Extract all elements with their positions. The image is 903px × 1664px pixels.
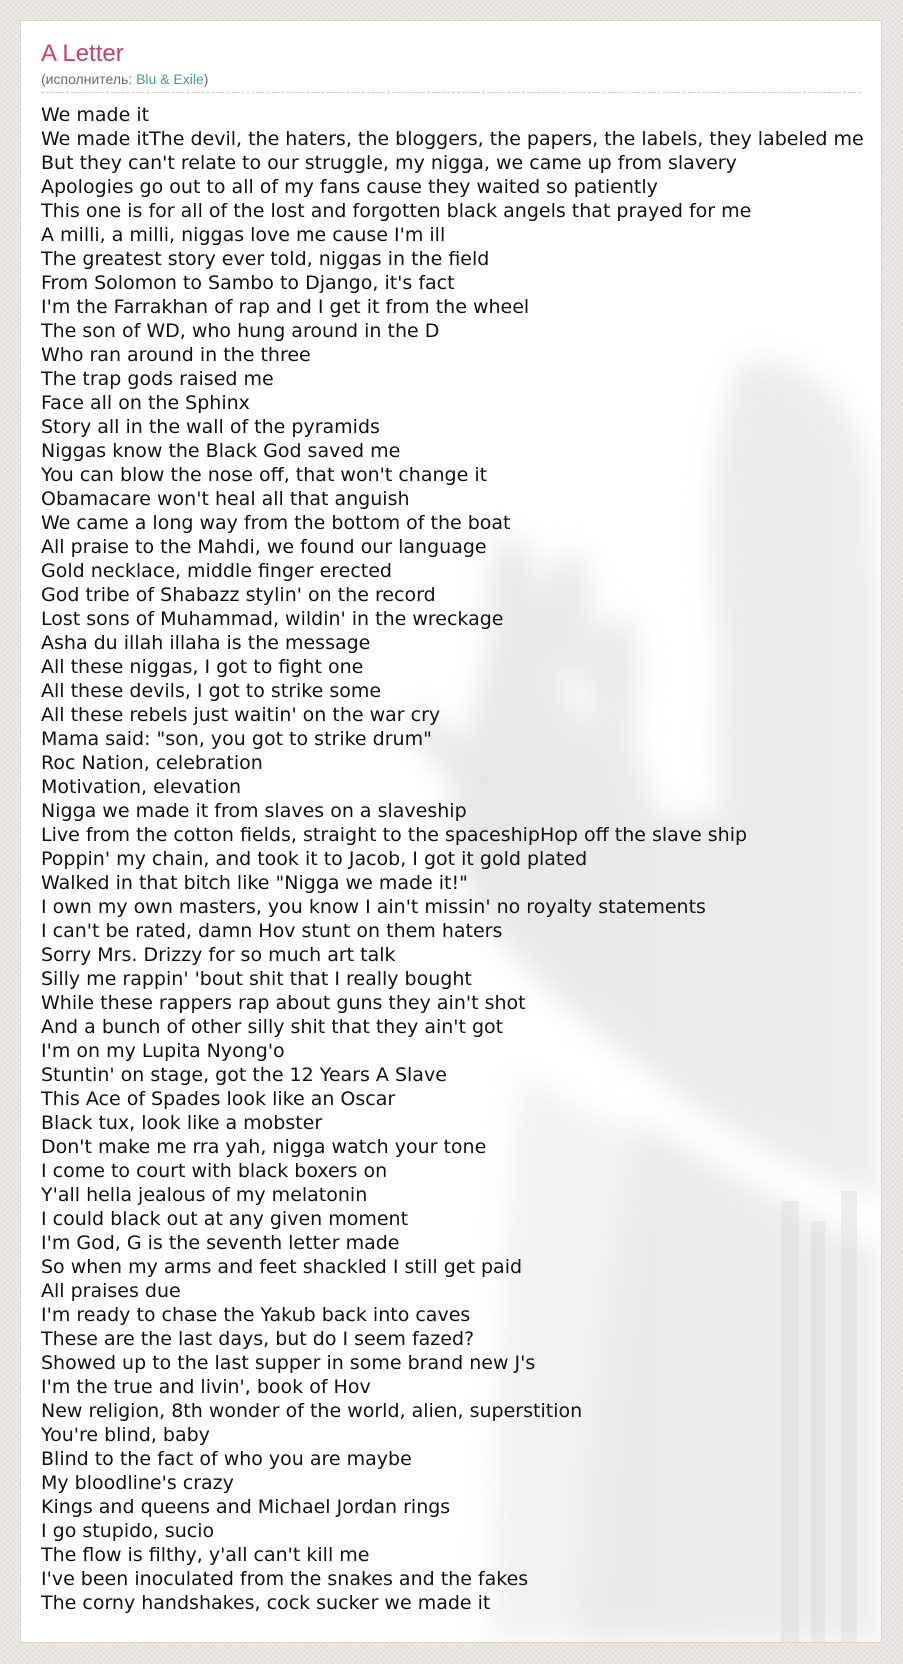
- lyric-line: I own my own masters, you know I ain't missin' no royalty statements: [41, 896, 706, 918]
- lyric-line: I come to court with black boxers on: [41, 1160, 388, 1182]
- lyric-line: Silly me rappin' 'bout shit that I really bought: [41, 968, 472, 990]
- lyric-line: The greatest story ever told, niggas in the field: [41, 248, 490, 270]
- lyric-line: And a bunch of other silly shit that they ain't got: [41, 1016, 504, 1038]
- lyric-line: This one is for all of the lost and forgotten black angels that prayed for me: [41, 200, 752, 222]
- lyric-line: So when my arms and feet shackled I still get paid: [41, 1256, 523, 1278]
- lyric-line: A milli, a milli, niggas love me cause I'm ill: [41, 224, 446, 246]
- lyric-line: The son of WD, who hung around in the D: [41, 320, 440, 342]
- lyric-line: Asha du illah illaha is the message: [41, 632, 371, 654]
- lyric-line: Don't make me rra yah, nigga watch your tone: [41, 1136, 487, 1158]
- lyric-line: Kings and queens and Michael Jordan rings: [41, 1496, 451, 1518]
- lyric-line: We came a long way from the bottom of the boat: [41, 512, 511, 534]
- lyric-line: I'm on my Lupita Nyong'o: [41, 1040, 285, 1062]
- lyric-line: Obamacare won't heal all that anguish: [41, 488, 410, 510]
- lyric-line: Black tux, look like a mobster: [41, 1112, 323, 1134]
- lyric-line: All these rebels just waitin' on the war cry: [41, 704, 441, 726]
- byline: [41, 71, 861, 93]
- lyric-line: Nigga we made it from slaves on a slaveship: [41, 800, 467, 822]
- lyric-line: We made it: [41, 104, 150, 126]
- byline-suffix: ): [203, 71, 209, 87]
- lyric-line: The flow is filthy, y'all can't kill me: [41, 1544, 370, 1566]
- lyric-line: Blind to the fact of who you are maybe: [41, 1448, 412, 1470]
- lyric-line: All praises due: [41, 1280, 181, 1302]
- lyric-line: Sorry Mrs. Drizzy for so much art talk: [41, 944, 396, 966]
- lyric-line: Mama said: "son, you got to strike drum": [41, 728, 432, 750]
- lyric-line: All these devils, I got to strike some: [41, 680, 382, 702]
- lyric-line: Who ran around in the three: [41, 344, 311, 366]
- lyric-line: I'm the Farrakhan of rap and I get it from the wheel: [41, 296, 530, 318]
- page-title: A Letter: [41, 40, 124, 67]
- lyric-line: I could black out at any given moment: [41, 1208, 409, 1230]
- lyric-line: Walked in that bitch like "Nigga we made it!": [41, 872, 468, 894]
- lyric-line: New religion, 8th wonder of the world, alien, superstition: [41, 1400, 583, 1422]
- lyric-line: Gold necklace, middle finger erected: [41, 560, 392, 582]
- lyric-line: All these niggas, I got to fight one: [41, 656, 364, 678]
- lyric-line: Lost sons of Muhammad, wildin' in the wreckage: [41, 608, 504, 630]
- lyric-line: These are the last days, but do I seem fazed?: [41, 1328, 475, 1350]
- lyric-line: This Ace of Spades look like an Oscar: [41, 1088, 396, 1110]
- lyric-line: Story all in the wall of the pyramids: [41, 416, 380, 438]
- lyric-line: All praise to the Mahdi, we found our language: [41, 536, 487, 558]
- lyric-line: The trap gods raised me: [41, 368, 274, 390]
- lyric-line: But they can't relate to our struggle, my nigga, we came up from slavery: [41, 152, 737, 174]
- lyric-line: I've been inoculated from the snakes and the fakes: [41, 1568, 529, 1590]
- lyric-line: My bloodline's crazy: [41, 1472, 234, 1494]
- lyric-line: You can blow the nose off, that won't change it: [41, 464, 488, 486]
- lyric-line: I go stupido, sucio: [41, 1520, 215, 1542]
- lyrics-text: [41, 103, 864, 1615]
- lyric-line: Y'all hella jealous of my melatonin: [41, 1184, 368, 1206]
- lyric-line: Stuntin' on stage, got the 12 Years A Slave: [41, 1064, 447, 1086]
- lyric-line: I'm ready to chase the Yakub back into caves: [41, 1304, 471, 1326]
- lyric-line: While these rappers rap about guns they ain't shot: [41, 992, 526, 1014]
- lyric-line: We made itThe devil, the haters, the bloggers, the papers, the labels, they labeled me: [41, 128, 864, 150]
- lyric-line: Face all on the Sphinx: [41, 392, 250, 414]
- lyric-line: You're blind, baby: [41, 1424, 210, 1446]
- lyric-line: I'm God, G is the seventh letter made: [41, 1232, 400, 1254]
- lyric-line: The corny handshakes, cock sucker we made it: [41, 1592, 491, 1614]
- lyric-line: Apologies go out to all of my fans cause they waited so patiently: [41, 176, 658, 198]
- lyric-line: Motivation, elevation: [41, 776, 242, 798]
- header: [41, 39, 861, 93]
- lyric-line: Poppin' my chain, and took it to Jacob, I got it gold plated: [41, 848, 588, 870]
- lyric-line: I can't be rated, damn Hov stunt on them haters: [41, 920, 503, 942]
- lyric-line: Live from the cotton fields, straight to the spaceshipHop off the slave ship: [41, 824, 748, 846]
- lyric-line: God tribe of Shabazz stylin' on the record: [41, 584, 436, 606]
- byline-prefix: (исполнитель:: [41, 71, 137, 87]
- lyric-line: Niggas know the Black God saved me: [41, 440, 401, 462]
- lyric-line: I'm the true and livin', book of Hov: [41, 1376, 371, 1398]
- artist-link[interactable]: Blu & Exile: [136, 71, 204, 87]
- lyric-line: Showed up to the last supper in some brand new J's: [41, 1352, 536, 1374]
- lyrics-card: [20, 20, 882, 1643]
- lyric-line: Roc Nation, celebration: [41, 752, 263, 774]
- lyric-line: From Solomon to Sambo to Django, it's fact: [41, 272, 455, 294]
